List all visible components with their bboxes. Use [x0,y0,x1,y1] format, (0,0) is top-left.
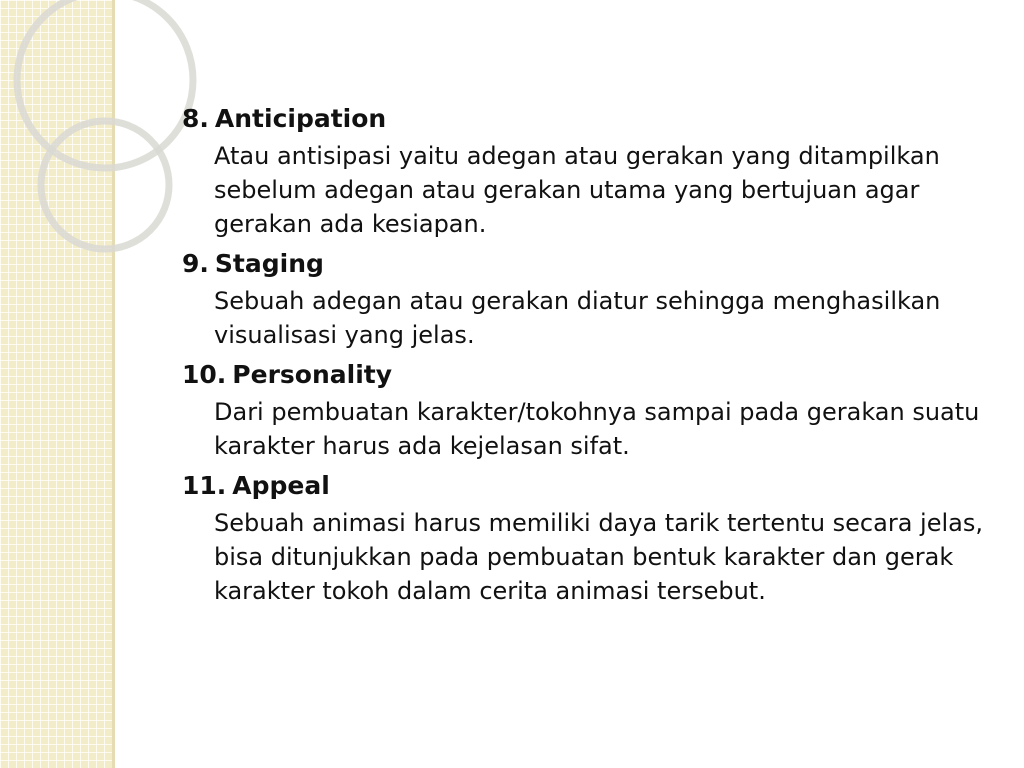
item-number: 9. [182,249,209,278]
item-description-staging: Sebuah adegan atau gerakan diatur sehingga menghasilkan visualisasi yang jelas. [214,287,941,349]
item-heading-personality [182,358,982,392]
item-heading-appeal [182,469,982,503]
item-heading-staging [182,247,982,281]
item-title: Personality [232,360,393,389]
item-title: Staging [214,249,324,278]
item-number: 11. [182,471,227,500]
decorative-rings-icon [0,0,200,300]
item-title: Appeal [232,471,330,500]
item-heading-anticipation [182,102,982,136]
item-description-appeal: Sebuah animasi harus memiliki daya tarik tertentu secara jelas, bisa ditunjukkan pada pembuatan bentuk karakter dan gerak karakter tokoh dalam cerita animasi tersebut. [214,509,983,605]
item-description-personality: Dari pembuatan karakter/tokohnya sampai pada gerakan suatu karakter harus ada kejelasan sifat. [214,398,980,460]
slide-content [182,102,982,614]
item-title: Anticipation [214,104,387,133]
item-number: 8. [182,104,209,133]
item-number: 10. [182,360,227,389]
item-description-anticipation: Atau antisipasi yaitu adegan atau gerakan yang ditampilkan sebelum adegan atau gerakan utama yang bertujuan agar gerakan ada kesiapan. [214,142,940,238]
